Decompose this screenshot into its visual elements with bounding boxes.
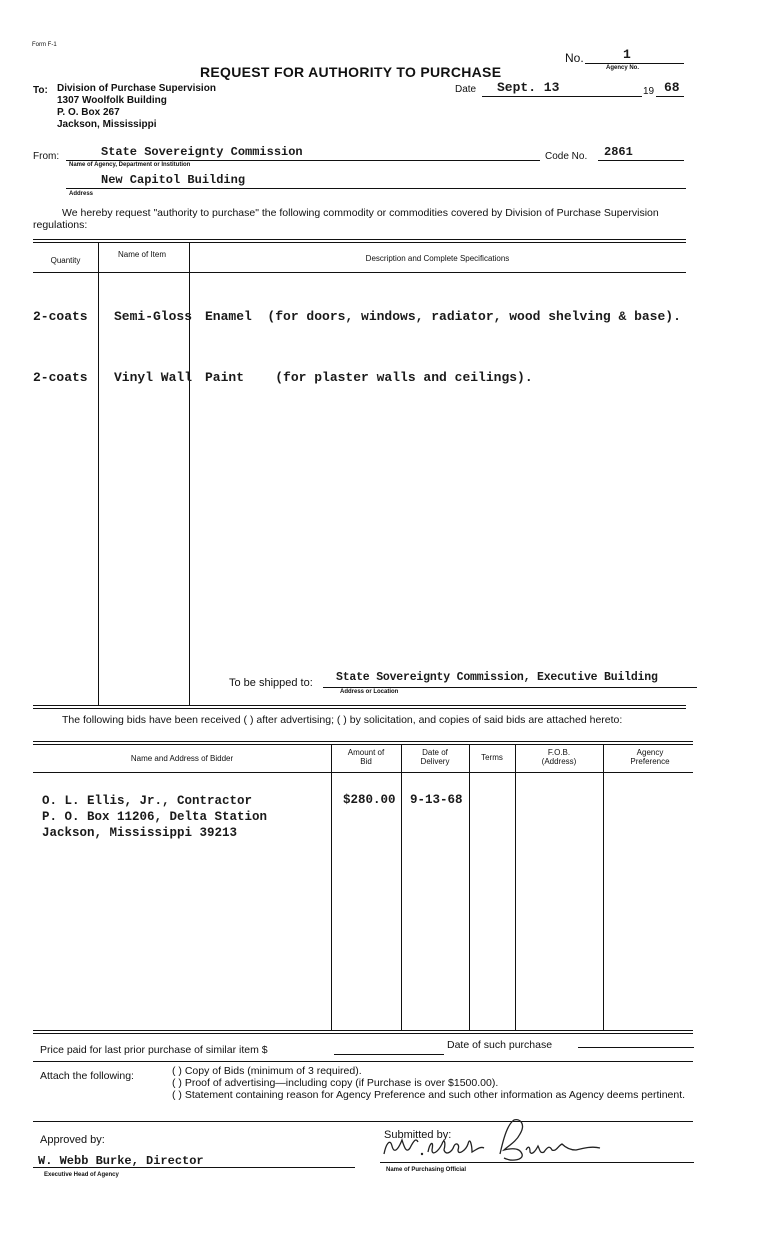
item-description: Paint (for plaster walls and ceilings).	[205, 370, 533, 385]
signature	[380, 1116, 610, 1168]
submitted-label: Submitted by:	[384, 1129, 452, 1141]
attach-label: Attach the following:	[40, 1070, 134, 1082]
attach-item: ( ) Copy of Bids (minimum of 3 required).	[172, 1065, 362, 1077]
item-name: Vinyl Wall	[114, 370, 193, 385]
date-label: Date	[455, 84, 477, 95]
delivery-header: Date of Delivery	[420, 748, 450, 766]
to-line: Jackson, Mississippi	[57, 119, 157, 130]
to-line: P. O. Box 267	[57, 107, 120, 118]
year-value: 68	[664, 80, 680, 95]
to-line: 1307 Woolfolk Building	[57, 95, 167, 106]
bidder-line: O. L. Ellis, Jr., Contractor	[42, 794, 253, 808]
to-line: Division of Purchase Supervision	[57, 83, 216, 94]
request-text: We hereby request "authority to purchase" the following commodity or commodities covered by Division of Purchase Supervision regulations:	[33, 207, 659, 231]
amount-header: Amount of Bid	[347, 748, 385, 766]
bid-amount: $280.00	[343, 793, 396, 807]
price-paid-label: Price paid for last prior purchase of similar item $	[40, 1044, 268, 1056]
approved-label: Approved by:	[40, 1134, 105, 1146]
form-title: REQUEST FOR AUTHORITY TO PURCHASE	[200, 64, 502, 80]
item-name: Semi-Gloss	[114, 309, 193, 324]
bidder-line: Jackson, Mississippi 39213	[42, 826, 238, 840]
preference-header: Agency Preference	[630, 748, 670, 766]
item-name-header: Name of Item	[117, 250, 166, 259]
description-header: Description and Complete Specifications	[365, 254, 510, 263]
ship-value: State Sovereignty Commission, Executive Building	[336, 671, 658, 684]
bidder-line: P. O. Box 11206, Delta Station	[42, 810, 268, 824]
to-label: To:	[33, 85, 48, 96]
bidder-info	[42, 793, 267, 841]
bidder-header: Name and Address of Bidder	[130, 754, 234, 763]
ship-label: To be shipped to:	[229, 677, 313, 689]
from-label: From:	[33, 151, 60, 162]
form-code: Form F-1	[32, 42, 57, 48]
from-agency: State Sovereignty Commission	[101, 145, 303, 159]
ship-caption: Address or Location	[340, 689, 399, 695]
from-address: New Capitol Building	[101, 173, 246, 187]
attach-list	[172, 1065, 697, 1101]
to-address	[57, 83, 216, 131]
fob-header: F.O.B. (Address)	[541, 748, 577, 766]
date-value: Sept. 13	[497, 80, 560, 95]
signature-graphic	[380, 1116, 610, 1168]
item-quantity: 2-coats	[33, 370, 88, 385]
from-agency-caption: Name of Agency, Department or Institution	[69, 162, 191, 168]
terms-header: Terms	[481, 753, 503, 762]
code-value: 2861	[604, 145, 633, 159]
submitted-caption: Name of Purchasing Official	[386, 1167, 467, 1173]
agency-no-caption: Agency No.	[606, 65, 640, 71]
code-label: Code No.	[545, 151, 588, 162]
approved-caption: Executive Head of Agency	[44, 1172, 119, 1178]
attach-item: ( ) Statement containing reason for Agency Preference and such other information as Agency deems pertinent.	[172, 1089, 686, 1101]
no-value: 1	[623, 47, 631, 62]
item-description: Enamel (for doors, windows, radiator, wood shelving & base).	[205, 309, 681, 324]
no-label: No.	[565, 51, 584, 65]
year-prefix: 19	[643, 86, 655, 97]
attach-item: ( ) Proof of advertising—including copy (if Purchase is over $1500.00).	[172, 1077, 499, 1089]
date-of-purchase-label: Date of such purchase	[447, 1039, 553, 1051]
address-caption: Address	[69, 191, 94, 197]
approved-name: W. Webb Burke, Director	[38, 1154, 204, 1168]
bid-delivery: 9-13-68	[410, 793, 463, 807]
quantity-header: Quantity	[50, 256, 81, 265]
bids-intro: The following bids have been received ( ) after advertising; ( ) by solicitation, and copies of said bids are attached hereto:	[62, 714, 623, 726]
item-quantity: 2-coats	[33, 309, 88, 324]
